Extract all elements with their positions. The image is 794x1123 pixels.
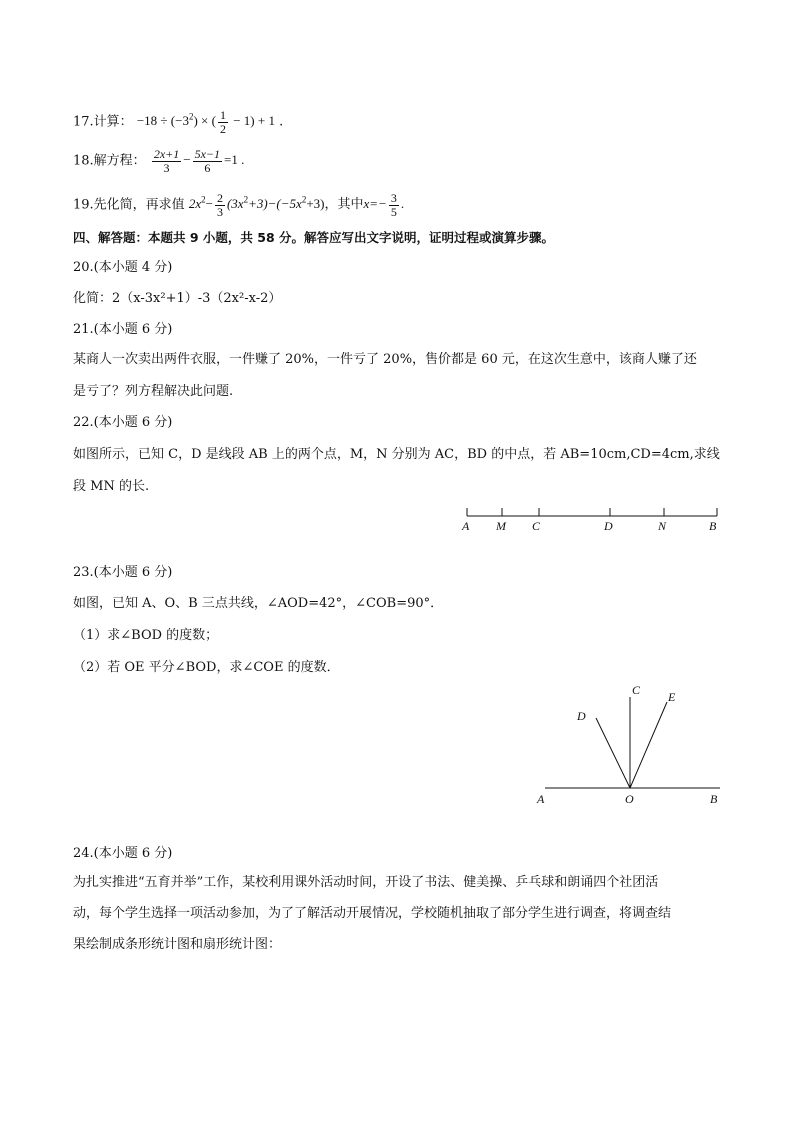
label-o: O xyxy=(625,792,634,806)
q23-head: 23.(本小题 6 分) xyxy=(73,565,173,580)
q23-line1: 如图，已知 A、O、B 三点共线，∠AOD=42°，∠COB=90°． xyxy=(73,596,444,611)
question-17 xyxy=(73,107,283,136)
q23-part2: （2）若 OE 平分∠BOD，求∠COE 的度数． xyxy=(73,660,340,675)
q17-end: . xyxy=(279,114,284,130)
label-d: D xyxy=(604,519,613,533)
q24-line1: 为扎实推进“五育并举”工作，某校利用课外活动时间，开设了书法、健美操、乒乓球和朗诵四个社团活 xyxy=(73,875,659,890)
question-18 xyxy=(73,148,244,175)
label-d: D xyxy=(577,709,586,723)
q17-prefix: 17.计算： xyxy=(73,114,133,130)
label-m: M xyxy=(496,519,506,533)
q17-fraction: $\frac{1}{2}$ xyxy=(219,107,226,136)
q21-line2: 是亏了？列方程解决此问题. xyxy=(73,384,234,399)
section-4-heading: 四、解答题：本题共 9 小题，共 58 分。解答应写出文字说明，证明过程或演算步骤。 xyxy=(73,230,555,245)
label-c: C xyxy=(532,519,541,533)
ray-od xyxy=(596,718,630,788)
label-a: A xyxy=(462,519,470,533)
q17-expression: $-18 \div (-3^2)$ × ( $\frac{1}{2}$ − 1) + 1 xyxy=(136,107,275,136)
label-c: C xyxy=(632,683,641,697)
angle-diagram xyxy=(530,680,730,810)
q22-head: 22.(本小题 6 分) xyxy=(73,415,173,430)
q23-part1: （1）求∠BOD 的度数； xyxy=(73,628,219,643)
q18-equation: $\frac{2x+1}{3}$ − $\frac{5x-1}{6}$ =1 . xyxy=(153,147,245,175)
q18-prefix: 18.解方程： xyxy=(73,153,146,169)
label-a: A xyxy=(537,792,545,806)
q19-expression: $2x^2-$ $\frac{2}{3}$ $(3x^2+3)-(-5x^2+3)$，其中x=− $\frac{3}{5}$ . xyxy=(188,190,405,219)
q24-line2: 动，每个学生选择一项活动参加，为了了解活动开展情况，学校随机抽取了部分学生进行调查，将调查结 xyxy=(73,906,672,921)
q22-line1: 如图所示，已知 C，D 是线段 AB 上的两个点，M，N 分别为 AC，BD 的中点，若 AB=10cm,CD=4cm,求线 xyxy=(73,447,720,462)
q24-line3: 果绘制成条形统计图和扇形统计图： xyxy=(73,937,282,952)
q21-line1: 某商人一次卖出两件衣服，一件赚了 20%，一件亏了 20%，售价都是 60 元，在这次生意中，该商人赚了还 xyxy=(73,352,697,367)
q21-head: 21.(本小题 6 分) xyxy=(73,322,173,337)
question-19 xyxy=(73,190,404,219)
ray-oe xyxy=(630,702,667,788)
q24-head: 24.(本小题 6 分) xyxy=(73,846,173,861)
label-b: B xyxy=(710,792,718,806)
label-e: E xyxy=(668,690,676,704)
segment-diagram xyxy=(455,502,730,534)
q20-body: 化简：2（x-3x²+1）-3（2x²-x-2） xyxy=(73,291,282,306)
q19-prefix: 19.先化简，再求值 xyxy=(73,197,185,213)
q20-head: 20.(本小题 4 分) xyxy=(73,260,173,275)
label-n: N xyxy=(658,519,667,533)
label-b: B xyxy=(709,519,717,533)
q22-line2: 段 MN 的长. xyxy=(73,479,150,494)
